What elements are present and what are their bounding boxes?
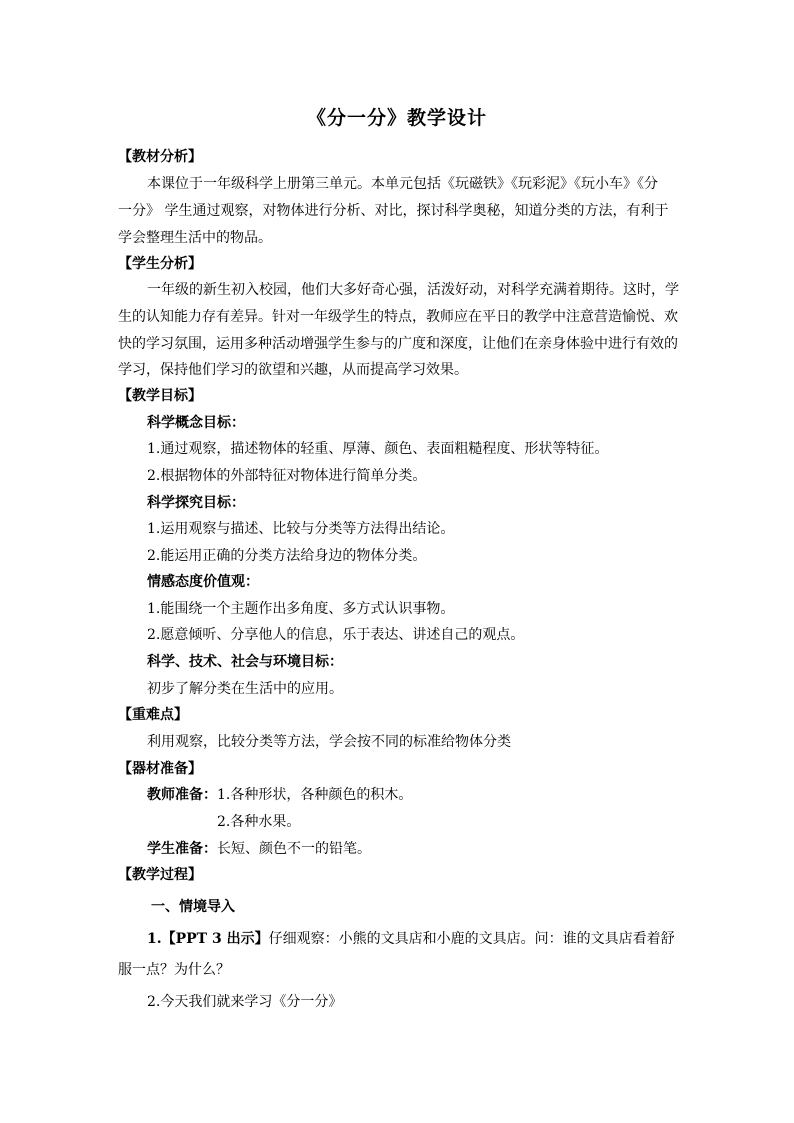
process-step-line: 2.今天我们就来学习《分一分》: [147, 994, 343, 1010]
paragraph-line: 初步了解分类在生活中的应用。: [147, 681, 343, 697]
subheading-concept-goals: 科学概念目标：: [147, 415, 245, 431]
list-item: 2.能运用正确的分类方法给身边的物体分类。: [147, 548, 427, 564]
process-step-line: [147, 929, 675, 949]
list-item: 2.根据物体的外部特征对物体进行简单分类。: [147, 468, 427, 484]
subheading-attitude-goals: 情感态度价值观：: [147, 574, 259, 590]
paragraph-line: 学会整理生活中的物品。: [118, 230, 272, 246]
paragraph-line: 快的学习氛围，运用多种活动增强学生参与的广度和深度，让他们在亲身体验中进行有效的: [118, 336, 678, 352]
ppt-step-label: 1.【PPT 3 出示】: [147, 931, 269, 947]
section-heading-process: 【教学过程】: [118, 867, 202, 883]
paragraph-line: 生的认知能力存有差异。针对一年级学生的特点，教师应在平日的教学中注意营造愉悦、欢: [118, 309, 678, 325]
paragraph-line: 利用观察，比较分类等方法，学会按不同的标准给物体分类: [147, 734, 511, 750]
teacher-material-item: 2.各种水果。: [217, 814, 301, 830]
paragraph-line: 本课位于一年级科学上册第三单元。本单元包括《玩磁铁》《玩彩泥》《玩小车》《分: [147, 176, 658, 192]
student-materials-line: [147, 839, 371, 859]
list-item: 2.愿意倾听、分享他人的信息，乐于表达、讲述自己的观点。: [147, 627, 525, 643]
paragraph-line: 一年级的新生初入校园，他们大多好奇心强，活泼好动，对科学充满着期待。这时，学: [147, 282, 679, 298]
section-heading-students: 【学生分析】: [118, 256, 202, 272]
subheading-sts-goals: 科学、技术、社会与环境目标：: [147, 654, 343, 670]
teacher-materials-line: [147, 785, 412, 805]
list-item: 1.通过观察，描述物体的轻重、厚薄、颜色、表面粗糙程度、形状等特征。: [147, 441, 609, 457]
paragraph-line: 一分》 学生通过观察，对物体进行分析、对比，探讨科学奥秘，知道分类的方法，有利于: [118, 203, 669, 219]
teacher-material-item: 1.各种形状，各种颜色的积木。: [217, 787, 413, 803]
section-heading-materials: 【器材准备】: [118, 761, 202, 777]
student-material-item: 长短、颜色不一的铅笔。: [217, 841, 371, 857]
list-item: 1.运用观察与描述、比较与分类等方法得出结论。: [147, 521, 455, 537]
student-materials-label: 学生准备：: [147, 841, 217, 857]
subheading-inquiry-goals: 科学探究目标：: [147, 495, 245, 511]
document-title: 《分一分》教学设计: [306, 107, 487, 129]
paragraph-line: 学习，保持他们学习的欲望和兴趣，从而提高学习效果。: [118, 362, 468, 378]
subheading-situation-intro: 一、情境导入: [151, 899, 235, 915]
section-heading-textbook: 【教材分析】: [118, 149, 202, 165]
process-step-text: 仔细观察：小熊的文具店和小鹿的文具店。问：谁的文具店看着舒: [268, 931, 675, 947]
teacher-materials-label: 教师准备：: [147, 787, 217, 803]
list-item: 1.能围绕一个主题作出多角度、多方式认识事物。: [147, 601, 455, 617]
section-heading-goals: 【教学目标】: [118, 388, 202, 404]
paragraph-line: 服一点？为什么？: [118, 962, 230, 978]
section-heading-keypoints: 【重难点】: [118, 707, 188, 723]
